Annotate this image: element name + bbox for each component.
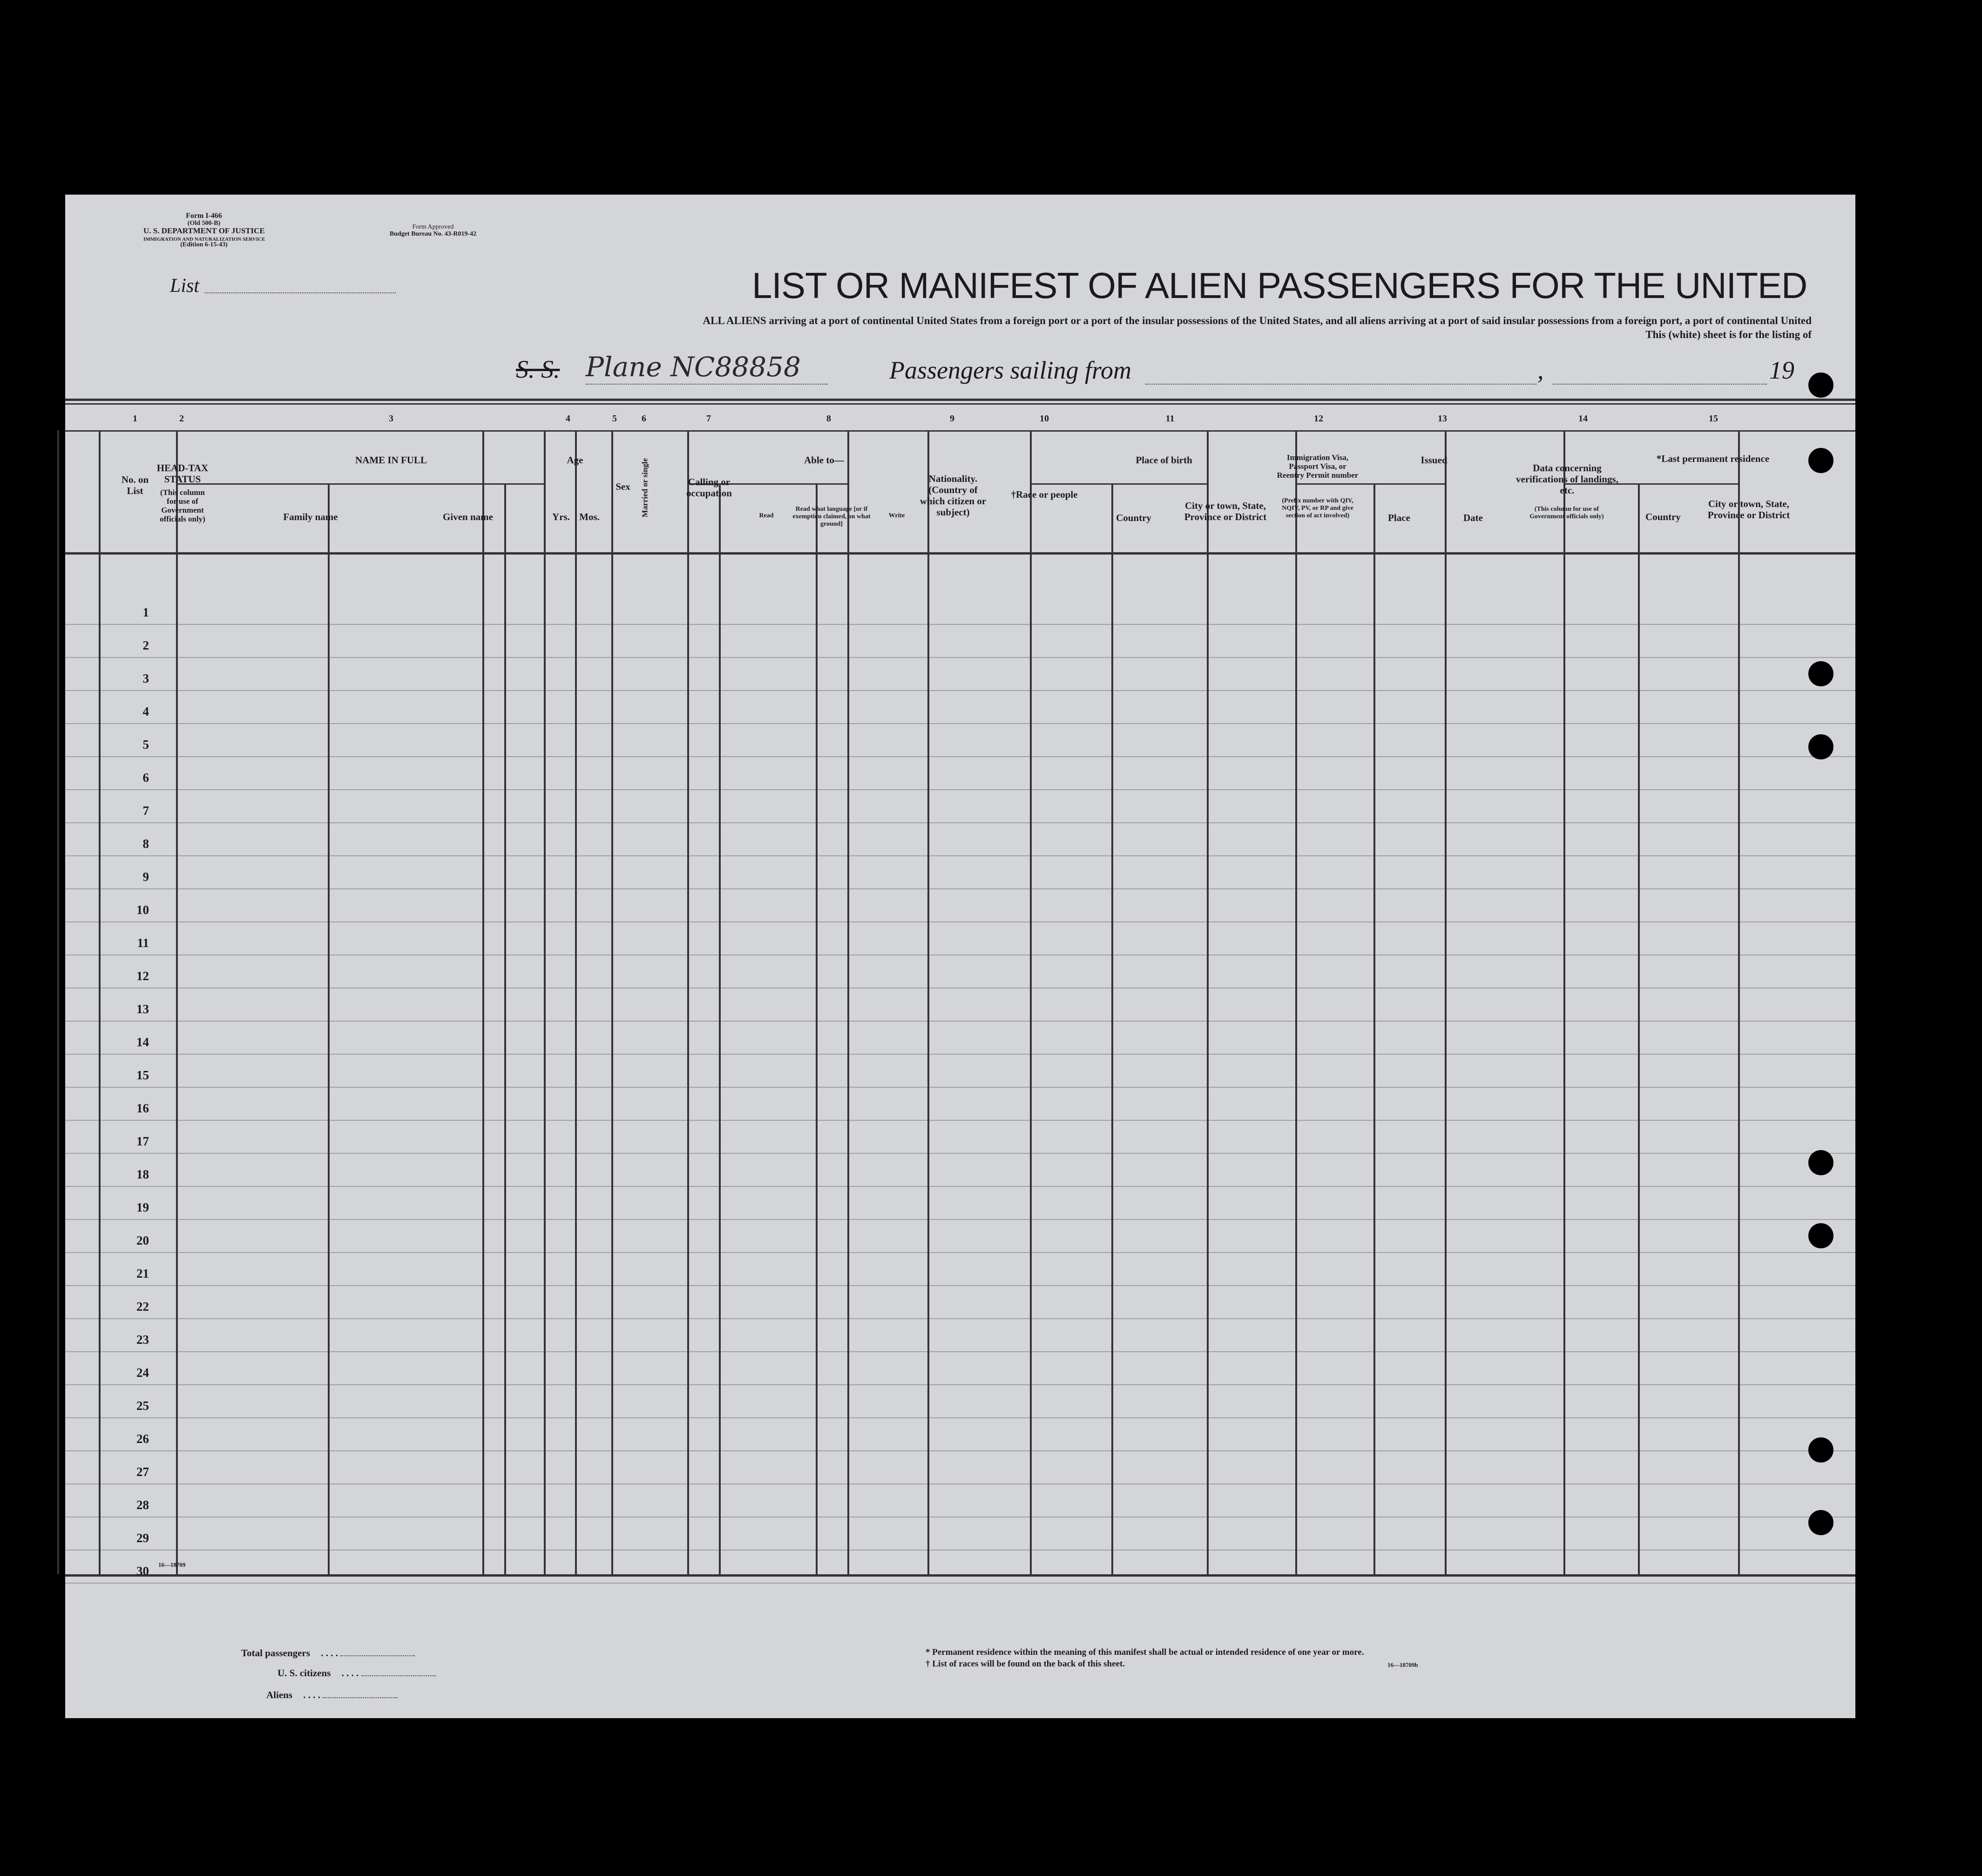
header-bottom-rule — [65, 552, 1855, 555]
aliens-blank — [323, 1697, 397, 1698]
colnum-2: 2 — [179, 413, 184, 424]
header-issued: Issued — [1421, 454, 1448, 466]
vessel-name-handwritten: Plane NC88858 — [586, 351, 801, 383]
us-citizens-text: U. S. citizens — [277, 1667, 331, 1679]
row-line — [65, 1550, 1855, 1551]
column-rule — [847, 430, 849, 1574]
row-number: 30 — [136, 1564, 149, 1578]
punch-hole — [1808, 734, 1833, 759]
row-line — [65, 1285, 1855, 1286]
row-line — [65, 988, 1855, 989]
row-line — [65, 756, 1855, 757]
row-number: 28 — [136, 1498, 149, 1512]
colnum-3: 3 — [389, 413, 393, 424]
row-line — [65, 1583, 1855, 1584]
row-line — [65, 888, 1855, 889]
row-number: 21 — [136, 1266, 149, 1280]
row-line — [65, 624, 1855, 625]
vessel-name-line — [586, 384, 828, 385]
column-rule — [1111, 484, 1113, 1574]
year-prefix: 19 — [1769, 356, 1794, 384]
header-family-name: Family name — [283, 511, 338, 522]
column-rule — [927, 430, 929, 1574]
intro-line-1: ALL ALIENS arriving at a port of continental United States from a foreign port or a port of the insular possessions of the United States, and all aliens arriving at a port of said insular possessions from a foreign port, a port of continental United — [703, 315, 1812, 326]
header-data-concerning: Data concerning verifications of landings, etc. — [1516, 462, 1618, 496]
form-approved: Form Approved — [412, 223, 454, 230]
row-number: 2 — [142, 638, 149, 652]
us-citizens-label — [277, 1667, 436, 1679]
row-number: 26 — [136, 1432, 149, 1446]
row-line — [65, 1153, 1855, 1154]
header-mos: Mos. — [579, 511, 600, 522]
aliens-text: Aliens — [266, 1689, 293, 1700]
row-number: 23 — [136, 1333, 149, 1347]
row-line — [65, 789, 1855, 790]
row-line — [65, 1417, 1855, 1418]
header-group-rule — [482, 483, 544, 485]
header-sex: Sex — [616, 481, 630, 492]
header-name-in-full: NAME IN FULL — [355, 454, 427, 466]
header-given-name: Given name — [443, 511, 493, 522]
header-city-town: City or town, State, Province or District — [1184, 500, 1267, 522]
row-number: 8 — [142, 837, 149, 851]
row-number: 11 — [137, 936, 149, 950]
colnum-6: 6 — [642, 413, 646, 424]
row-number: 17 — [136, 1134, 149, 1148]
ss-prefix: S. S. — [516, 355, 560, 383]
colnum-11: 11 — [1165, 413, 1175, 424]
table-top-rule-2 — [65, 403, 1855, 405]
aliens-label — [266, 1689, 397, 1701]
row-line — [65, 1120, 1855, 1121]
colnum-8: 8 — [826, 413, 831, 424]
header-visa-note: (Prefix number with QIV, NQIV, PV, or RP and give section of act involved) — [1282, 497, 1353, 519]
column-rule — [575, 430, 577, 1574]
footnote-residence: * Permanent residence within the meaning of this manifest shall be actual or intended residence of one year or more. — [926, 1647, 1364, 1657]
column-number-rule — [65, 430, 1855, 432]
aliens-dots: . . . . — [303, 1689, 321, 1700]
colnum-14: 14 — [1578, 413, 1588, 424]
intro-line-2: This (white) sheet is for the listing of — [1645, 329, 1812, 340]
header-city-town-2: City or town, State, Province or District — [1707, 498, 1790, 521]
colnum-5: 5 — [612, 413, 617, 424]
column-rule — [504, 484, 506, 1574]
header-place-of-birth: Place of birth — [1136, 454, 1192, 466]
row-number: 16 — [136, 1101, 149, 1115]
column-rule — [687, 430, 689, 1574]
colnum-13: 13 — [1438, 413, 1447, 424]
form-old-number: (Old 500-B) — [187, 220, 221, 227]
colnum-1: 1 — [133, 413, 137, 424]
row-number: 24 — [136, 1366, 149, 1380]
sailing-from-line — [1145, 384, 1536, 385]
column-rule — [1373, 484, 1375, 1574]
row-line — [65, 822, 1855, 823]
total-passengers-blank — [340, 1655, 415, 1656]
colnum-7: 7 — [706, 413, 711, 424]
column-rule — [544, 430, 546, 1574]
row-line — [65, 855, 1855, 856]
colnum-10: 10 — [1040, 413, 1049, 424]
column-rule — [1295, 430, 1297, 1574]
header-country: Country — [1116, 512, 1151, 523]
header-married-single: Married or single — [640, 458, 649, 518]
row-line — [65, 921, 1855, 922]
header-nationality: Nationality. (Country of which citizen or subject) — [920, 473, 987, 518]
row-number: 4 — [142, 704, 149, 718]
column-rule — [99, 430, 101, 1574]
header-country-2: Country — [1645, 511, 1681, 522]
row-line — [65, 723, 1855, 724]
column-rule — [482, 430, 484, 1574]
header-read: Read — [759, 512, 774, 519]
row-number: 3 — [142, 671, 149, 685]
print-code-left: 16—18709 — [158, 1561, 186, 1568]
manifest-title: LIST OR MANIFEST OF ALIEN PASSENGERS FOR THE UNITED — [752, 265, 1807, 306]
column-rule — [1738, 430, 1740, 1574]
row-number: 14 — [136, 1035, 149, 1049]
department-name: U. S. DEPARTMENT OF JUSTICE — [143, 226, 265, 235]
row-number: 6 — [142, 771, 149, 785]
header-group-rule — [1030, 483, 1207, 485]
column-rule — [1638, 484, 1640, 1574]
row-line — [65, 1087, 1855, 1088]
header-head-tax-note: (This column for use of Government officials only) — [160, 488, 205, 523]
header-age: Age — [567, 454, 583, 466]
sailing-from-label: Passengers sailing from — [889, 356, 1132, 384]
punch-hole — [1808, 372, 1833, 398]
row-number: 5 — [142, 738, 149, 752]
punch-hole — [1808, 661, 1833, 686]
row-number: 20 — [136, 1233, 149, 1247]
row-number: 18 — [136, 1167, 149, 1181]
total-passengers-dots: . . . . — [321, 1647, 338, 1659]
header-race: †Race or people — [1011, 489, 1078, 500]
header-visa: Immigration Visa, Passport Visa, or Reentry Permit number — [1277, 453, 1359, 480]
table-top-rule — [65, 399, 1855, 401]
punch-hole — [1808, 1510, 1833, 1535]
colnum-4: 4 — [566, 413, 570, 424]
header-group-rule — [176, 483, 482, 485]
row-number: 15 — [136, 1068, 149, 1082]
header-read-language: Read what language [or if exemption claimed, on what ground] — [792, 506, 871, 528]
row-number: 13 — [136, 1002, 149, 1016]
row-line — [65, 1252, 1855, 1253]
header-place: Place — [1388, 512, 1410, 523]
header-head-tax: HEAD-TAX STATUS — [156, 462, 209, 485]
column-rule — [176, 430, 178, 1574]
table-bottom-rule — [65, 1574, 1855, 1577]
list-blank-line — [205, 292, 396, 293]
form-number: Form I-466 — [186, 212, 222, 220]
colnum-9: 9 — [950, 413, 954, 424]
row-line — [65, 1450, 1855, 1451]
row-number: 19 — [136, 1200, 149, 1214]
row-number: 22 — [136, 1300, 149, 1314]
budget-bureau-number: Budget Bureau No. 43-R019-42 — [389, 230, 477, 237]
row-line — [65, 1351, 1855, 1352]
column-rule — [719, 484, 721, 1574]
print-code-right: 16—18709b — [1387, 1661, 1418, 1668]
column-rule — [1563, 430, 1565, 1574]
us-citizens-dots: . . . . — [341, 1667, 359, 1679]
punch-hole — [1808, 1223, 1833, 1248]
row-number: 27 — [136, 1465, 149, 1479]
header-data-note: (This column for use of Government officials only) — [1529, 506, 1604, 520]
header-able-to: Able to— — [804, 454, 844, 466]
row-line — [65, 657, 1855, 658]
row-number: 12 — [136, 969, 149, 983]
row-number: 7 — [142, 804, 149, 818]
row-number: 9 — [142, 870, 149, 884]
form-edition: (Edition 6-15-43) — [180, 241, 228, 248]
row-number: 25 — [136, 1399, 149, 1413]
row-line — [65, 1021, 1855, 1022]
header-write: Write — [888, 512, 905, 519]
row-line — [65, 1186, 1855, 1187]
footnote-races: † List of races will be found on the back of this sheet. — [926, 1659, 1125, 1669]
row-number: 10 — [136, 903, 149, 917]
column-rule — [1030, 430, 1032, 1574]
header-date: Date — [1463, 512, 1483, 523]
column-rule — [328, 484, 330, 1574]
list-label: List — [170, 275, 200, 297]
row-line — [65, 1483, 1855, 1484]
row-line — [65, 1219, 1855, 1220]
column-rule — [57, 430, 59, 1574]
punch-hole — [1808, 1150, 1833, 1175]
column-rule — [1445, 430, 1447, 1574]
punch-hole — [1808, 1437, 1833, 1463]
row-line — [65, 1318, 1855, 1319]
total-passengers-text: Total passengers — [241, 1647, 310, 1659]
header-last-residence: *Last permanent residence — [1656, 453, 1770, 464]
punch-hole — [1808, 448, 1833, 473]
sailing-date-line — [1553, 384, 1767, 385]
row-line — [65, 1384, 1855, 1385]
row-line — [65, 690, 1855, 691]
column-rule — [1207, 430, 1209, 1574]
us-citizens-blank — [361, 1675, 436, 1676]
sailing-comma: , — [1537, 356, 1544, 384]
colnum-15: 15 — [1709, 413, 1718, 424]
header-group-rule — [1295, 483, 1445, 485]
header-calling: Calling or occupation — [686, 476, 732, 499]
header-no-on-list: No. on List — [121, 474, 149, 496]
row-number: 1 — [142, 605, 149, 619]
colnum-12: 12 — [1314, 413, 1323, 424]
service-name: IMMIGRATION AND NATURALIZATION SERVICE — [143, 237, 265, 242]
row-number: 29 — [136, 1531, 149, 1545]
manifest-sheet — [65, 195, 1855, 1718]
total-passengers-label — [241, 1647, 415, 1659]
header-yrs: Yrs. — [552, 511, 570, 522]
column-rule — [816, 484, 818, 1574]
column-rule — [611, 430, 613, 1574]
row-line — [65, 1054, 1855, 1055]
